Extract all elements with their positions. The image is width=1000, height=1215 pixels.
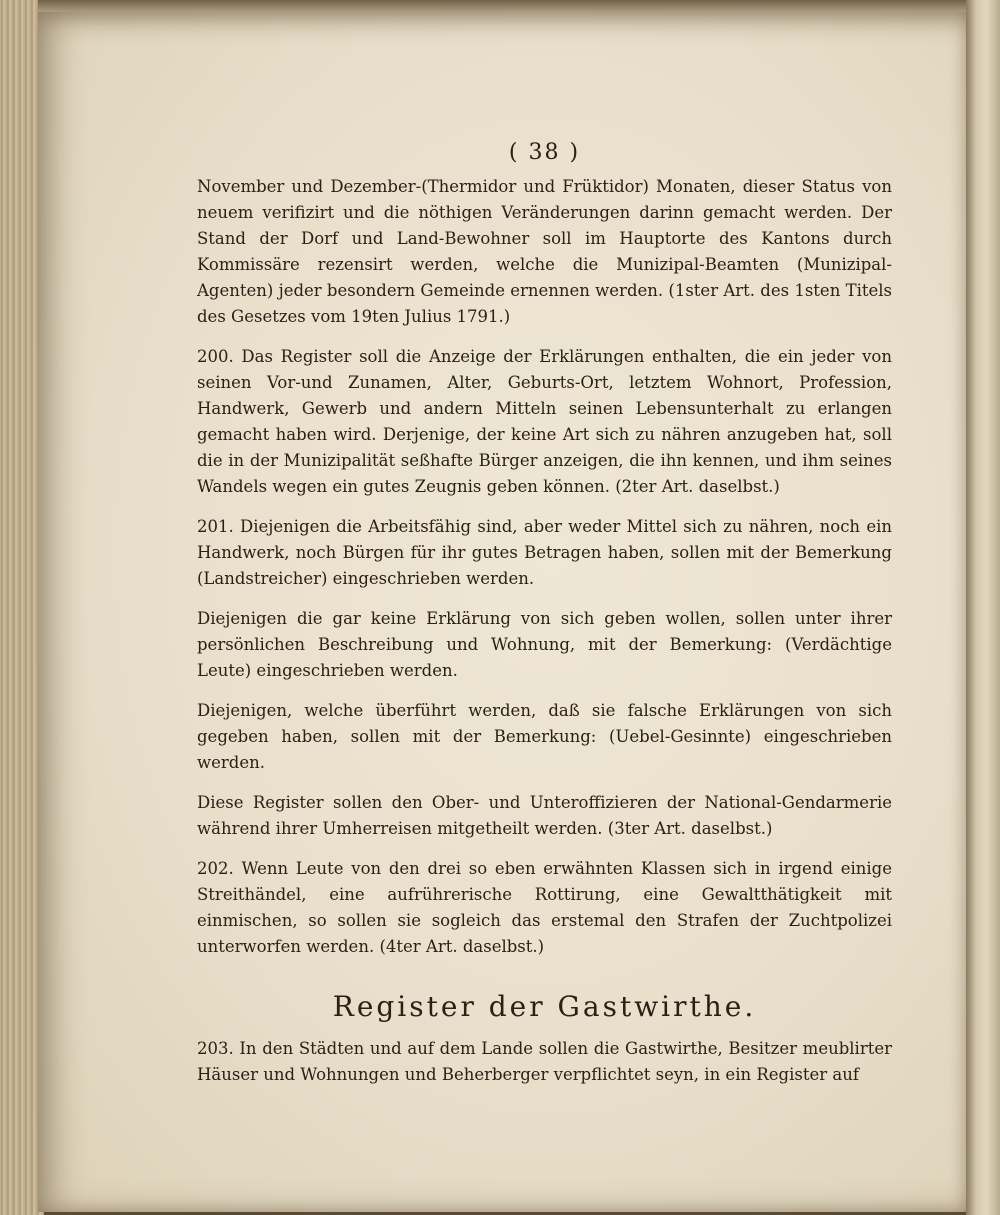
paragraph-uebel-gesinnte: Diejenigen, welche überführt werden, daß sie falsche Erklärungen von sich gegeben haben, sollen mit der Bemerkung: (Uebel-Gesinnte) eingeschrieben werden.: [197, 701, 892, 772]
paragraph-200: 200. Das Register soll die Anzeige der Erklärungen enthalten, die ein jeder von seinen Vor-und Zunamen, Alter, Geburts-Ort, letztem Wohnort, Profession, Handwerk, Gewerb und andern Mitteln seinen Lebensunterhalt zu erlangen gemacht haben wird. Derjenige, der keine Art sich zu nähren anzugeben hat, soll die in der Munizipalität seßhafte Bürger anzeigen, die ihn kennen, und ihm seines Wandels wegen ein gutes Zeugnis geben können. (2ter Art. daselbst.): [197, 347, 892, 496]
paragraph-status-continuation: November und Dezember-(Thermidor und Früktidor) Monaten, dieser Status von neuem verifizirt und die nöthigen Veränderungen darinn gemacht werden. Der Stand der Dorf und Land-Bewohner soll im Hauptorte des Kantons durch Kommissäre rezensirt werden, welche die Munizipal-Beamten (Munizipal-Agenten) jeder besondern Gemeinde ernennen werden. (1ster Art. des 1sten Titels des Gesetzes vom 19ten Julius 1791.): [197, 177, 892, 326]
paragraph-202: 202. Wenn Leute von den drei so eben erwähnten Klassen sich in irgend einige Streithändel, eine aufrührerische Rottirung, eine Gewaltthätigkeit mit einmischen, so sollen sie sogleich das erstemal den Strafen der Zuchtpolizei unterworfen werden. (4ter Art. daselbst.): [197, 859, 892, 956]
paragraph-register-gendarmerie: Diese Register sollen den Ober- und Unteroffizieren der National-Gendarmerie während ihrer Umherreisen mitgetheilt werden. (3ter Art. daselbst.): [197, 793, 892, 838]
paragraph-203: 203. In den Städten und auf dem Lande sollen die Gastwirthe, Besitzer meublirter Häuser und Wohnungen und Beherberger verpflichtet seyn, in ein Register auf: [197, 1039, 892, 1084]
paragraph-201: 201. Diejenigen die Arbeitsfähig sind, aber weder Mittel sich zu nähren, noch ein Handwerk, noch Bürgen für ihr gutes Betragen haben, sollen mit der Bemerkung (Landstreicher) eingeschrieben werden.: [197, 517, 892, 588]
book-page-edge-right: [966, 0, 1000, 1215]
page-number: ( 38 ): [508, 140, 581, 165]
section-heading: Register der Gastwirthe.: [332, 990, 757, 1023]
page-text-block: [197, 140, 892, 1102]
paragraph-verdaechtige: Diejenigen die gar keine Erklärung von sich geben wollen, sollen unter ihrer persönlichen Beschreibung und Wohnung, mit der Bemerkung: (Verdächtige Leute) eingeschrieben werden.: [197, 609, 892, 680]
